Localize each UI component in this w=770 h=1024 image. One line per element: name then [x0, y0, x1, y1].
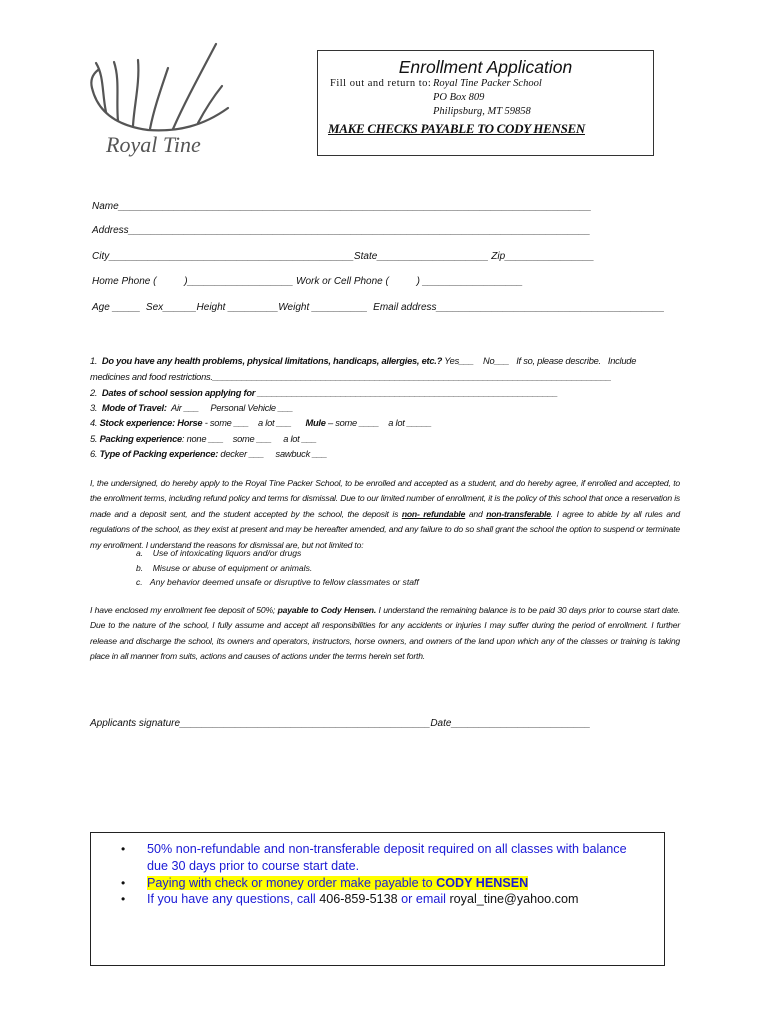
question-health: 1. Do you have any health problems, physical limitations, handicaps, allergies, etc.? Yes___ No___ If so, please describe. Include [90, 356, 637, 366]
form-title: Enrollment Application [398, 57, 573, 77]
question-dates[interactable]: 2. Dates of school session applying for _____________________________________________________________ [90, 388, 558, 398]
deposit-paragraph: I have enclosed my enrollment fee deposit of 50%; payable to Cody Hensen. I understand the remaining balance is to be paid 30 days prior to course start date. Due to the nature of the school, I fully assume and accept all responsibilities for any accidents or injuries I may suffer during the period of enrollment. I further release and discharge the school, its owners and operators, instructors, horse owners, and owners of the land upon which any of the classes or training is taking place in all manner from suits, actions and causes of actions under the terms herein set forth. [90, 605, 681, 662]
question-packing-type[interactable]: 6. Type of Packing experience: decker ___ sawbuck ___ [90, 449, 328, 459]
agreement-paragraph: I, the undersigned, do hereby apply to the Royal Tine Packer School, to be enrolled and accepted as a student, and do hereby agree, if enrolled and accepted, to the enrollment terms, including refund policy and terms for dismissal. Due to our limited number of enrollment, it is the policy of this school that once a reservation is made and a deposit sent, and the student accepted by the school, the deposit is non- refundable and non-transferable. I agree to abide by all rules and regulations of the school, as they exist at present and may be hereafter amended, and any failure to do so shall grant the school the option to suspend or terminate my enrollment. I understand the reasons for dismissal are, but not limited to: [90, 478, 680, 550]
note-deposit: • 50% non-refundable and non-transferable deposit required on all classes with balance due 30 days prior to course start date. [121, 842, 627, 873]
logo-text: Royal Tine [106, 132, 201, 157]
po-box: PO Box 809 [433, 92, 485, 103]
contact-email[interactable]: royal_tine@yahoo.com [449, 892, 579, 906]
checks-payable-notice: MAKE CHECKS PAYABLE TO CODY HENSEN [328, 121, 585, 136]
phone-fields[interactable]: Home Phone ( )___________________ Work or Cell Phone ( ) __________________ [92, 276, 523, 287]
royal-tine-logo [88, 38, 238, 168]
note-payable: • Paying with check or money order make payable to CODY HENSEN [121, 876, 529, 890]
address-field[interactable]: Address___________________________________________________________________________________ [92, 225, 591, 236]
reason-b: b. Misuse or abuse of equipment or animals. [136, 563, 313, 573]
notes-box [90, 832, 665, 966]
city-state-zip-field[interactable]: City____________________________________________State____________________ Zip________________ [92, 251, 595, 262]
question-health-line2[interactable]: medicines and food restrictions._________________________________________________________________________________ [90, 372, 612, 382]
reason-a: a. Use of intoxicating liquors and/or drugs [136, 548, 302, 558]
city-zip: Philipsburg, MT 59858 [433, 106, 531, 117]
name-field[interactable]: Name_____________________________________________________________________________________ [92, 201, 592, 212]
bullet-icon: • [121, 842, 126, 856]
note-contact: • If you have any questions, call 406-859-5138 or email royal_tine@yahoo.com [121, 892, 579, 906]
bullet-icon: • [121, 876, 126, 890]
school-name: Royal Tine Packer School [433, 78, 542, 89]
question-travel[interactable]: 3. Mode of Travel: Air ___ Personal Vehicle ___ [90, 403, 293, 413]
age-sex-height-weight-email-fields[interactable]: Age _____ Sex______Height _________Weight __________ Email address_________________________________________ [92, 302, 665, 313]
reason-c: c. Any behavior deemed unsafe or disruptive to fellow classmates or staff [136, 577, 419, 587]
header-box [317, 50, 654, 156]
bullet-icon: • [121, 892, 126, 906]
antler-icon [88, 38, 238, 168]
contact-phone[interactable]: 406-859-5138 [319, 892, 398, 906]
question-packing[interactable]: 5. Packing experience: none ___ some ___ a lot ___ [90, 434, 317, 444]
question-stock[interactable]: 4. Stock experience: Horse - some ___ a lot ___ Mule – some ____ a lot _____ [90, 418, 432, 428]
fill-out-label: Fill out and return to: [330, 78, 432, 89]
signature-date-line[interactable]: Applicants signature_____________________________________________Date_________________________ [90, 718, 591, 729]
